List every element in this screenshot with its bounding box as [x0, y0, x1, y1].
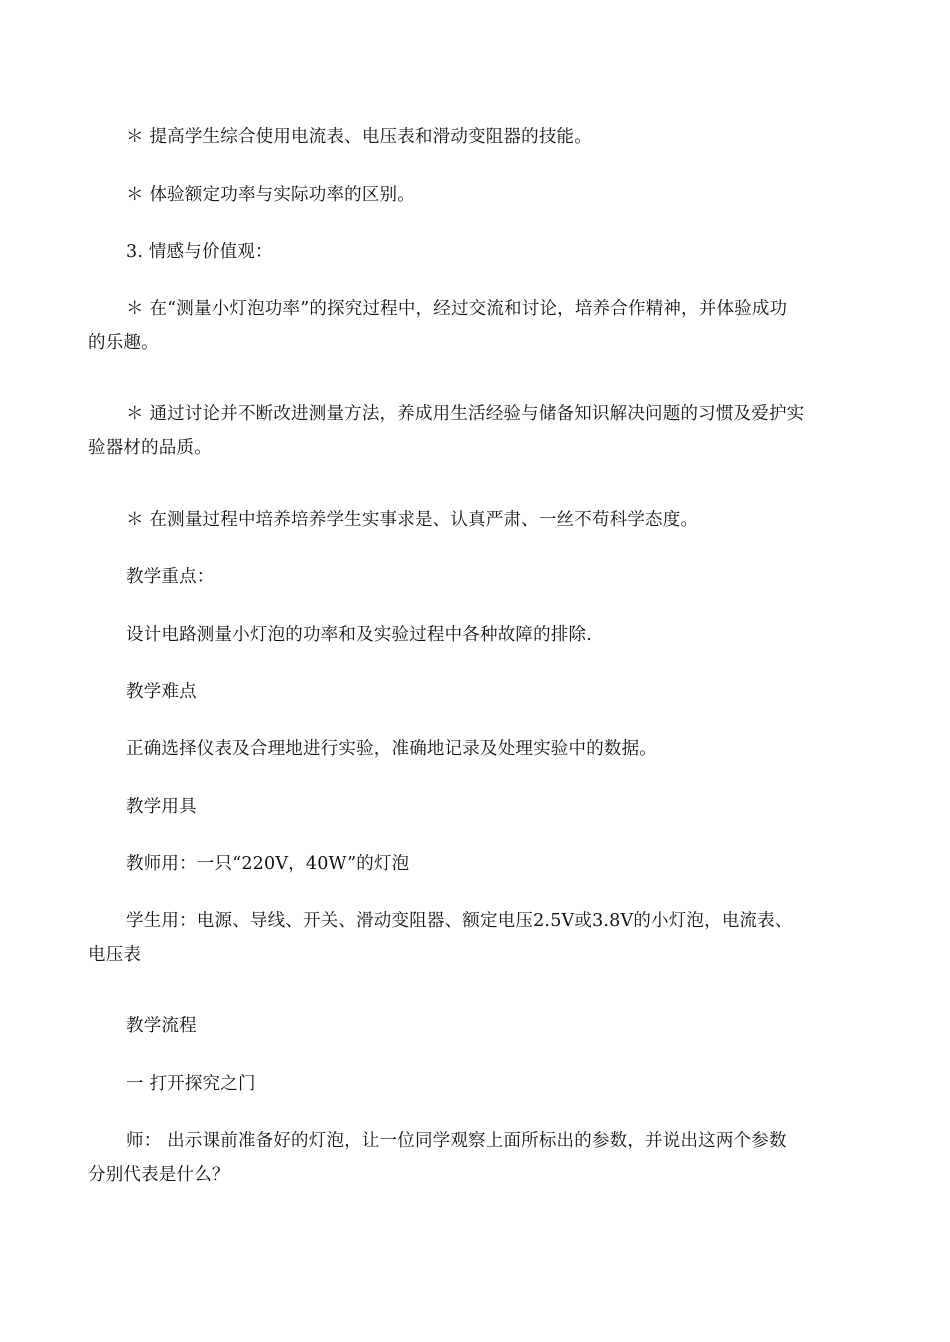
- paragraph-text: 教师用：一只“220V，40W”的灯泡: [126, 854, 410, 874]
- heading-open-inquiry: [88, 1067, 868, 1101]
- paragraph-teaching-difficulty: [88, 732, 868, 766]
- section-heading-emotion-values: [88, 235, 868, 269]
- heading-teaching-process: [88, 1009, 868, 1043]
- heading-teaching-tools: [88, 790, 868, 824]
- paragraph-text: 教学难点: [126, 682, 197, 702]
- paragraph-text: ＊ 在“测量小灯泡功率”的探究过程中，经过交流和讨论，培养合作精神，并体验成功: [126, 299, 788, 319]
- paragraph-student-tools: [88, 904, 868, 972]
- paragraph-text: 学生用：电源、导线、开关、滑动变阻器、额定电压2.5V或3.8V的小灯泡，电流表、: [126, 911, 793, 931]
- paragraph-teaching-focus: [88, 618, 868, 652]
- paragraph-rated-vs-actual-power: [88, 178, 868, 212]
- paragraph-text: 3. 情感与价值观：: [126, 242, 273, 262]
- paragraph-text: ＊ 在测量过程中培养培养学生实事求是、认真严肃、一丝不苟科学态度。: [126, 510, 699, 530]
- paragraph-text: 师： 出示课前准备好的灯泡，让一位同学观察上面所标出的参数，并说出这两个参数: [126, 1131, 787, 1151]
- paragraph-text: ＊ 提高学生综合使用电流表、电压表和滑动变阻器的技能。: [126, 127, 592, 147]
- paragraph-text: ＊ 通过讨论并不断改进测量方法，养成用生活经验与储备知识解决问题的习惯及爱护实: [126, 404, 805, 424]
- paragraph-text: 教学流程: [126, 1016, 197, 1036]
- paragraph-text-continued: 的乐趣。: [88, 333, 159, 353]
- paragraph-scientific-attitude: [88, 503, 868, 537]
- paragraph-skill-meters: [88, 120, 868, 154]
- paragraph-teacher-shows-bulb: [88, 1124, 868, 1192]
- paragraph-text: 设计电路测量小灯泡的功率和及实验过程中各种故障的排除.: [126, 625, 592, 645]
- paragraph-text-continued: 电压表: [88, 945, 142, 965]
- paragraph-text-continued: 验器材的品质。: [88, 438, 212, 458]
- paragraph-text: 正确选择仪表及合理地进行实验，准确地记录及处理实验中的数据。: [126, 739, 657, 759]
- paragraph-text: 教学用具: [126, 797, 197, 817]
- paragraph-text: ＊ 体验额定功率与实际功率的区别。: [126, 185, 415, 205]
- heading-teaching-focus: [88, 560, 868, 594]
- paragraph-text: 一 打开探究之门: [126, 1074, 256, 1094]
- paragraph-improve-methods: [88, 397, 868, 465]
- paragraph-teacher-tools: [88, 847, 868, 881]
- heading-teaching-difficulty: [88, 675, 868, 709]
- paragraph-text: 教学重点：: [126, 567, 215, 587]
- paragraph-cooperation: [88, 292, 868, 360]
- paragraph-text-continued: 分别代表是什么？: [88, 1165, 230, 1185]
